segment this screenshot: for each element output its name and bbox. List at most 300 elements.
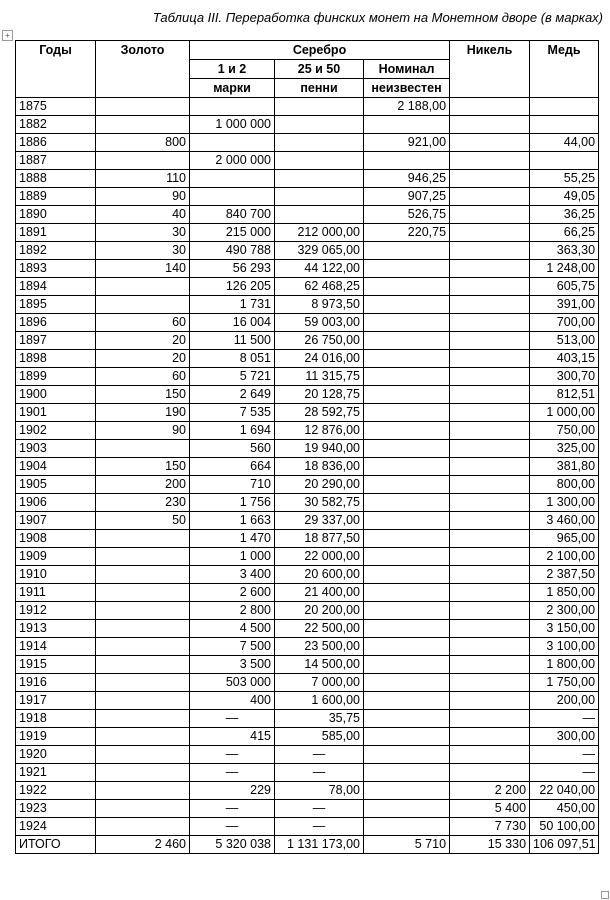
cell-nickel — [450, 710, 530, 728]
cell-year: 1922 — [16, 782, 96, 800]
cell-silver-25-50-penni: 30 582,75 — [275, 494, 364, 512]
cell-silver-25-50-penni: 24 016,00 — [275, 350, 364, 368]
cell-silver-25-50-penni: 20 290,00 — [275, 476, 364, 494]
cell-gold: 30 — [96, 224, 190, 242]
cell-nickel — [450, 404, 530, 422]
cell-silver-25-50-penni — [275, 116, 364, 134]
table-body — [16, 98, 599, 854]
cell-silver-1-2-marks: 16 004 — [190, 314, 275, 332]
table-row — [16, 800, 599, 818]
cell-silver-nominal-unknown — [364, 332, 450, 350]
table-row — [16, 242, 599, 260]
cell-silver-nominal-unknown — [364, 296, 450, 314]
table-row — [16, 260, 599, 278]
cell-copper: 106 097,51 — [530, 836, 599, 854]
cell-silver-1-2-marks: 1 000 — [190, 548, 275, 566]
cell-nickel — [450, 170, 530, 188]
cell-silver-25-50-penni: 20 600,00 — [275, 566, 364, 584]
table-row — [16, 404, 599, 422]
cell-nickel — [450, 332, 530, 350]
cell-nickel — [450, 548, 530, 566]
cell-silver-25-50-penni: 7 000,00 — [275, 674, 364, 692]
cell-copper: — — [530, 746, 599, 764]
cell-silver-1-2-marks: 11 500 — [190, 332, 275, 350]
cell-silver-1-2-marks: 2 000 000 — [190, 152, 275, 170]
cell-copper: 200,00 — [530, 692, 599, 710]
cell-nickel — [450, 242, 530, 260]
cell-nickel: 2 200 — [450, 782, 530, 800]
cell-nickel — [450, 674, 530, 692]
coin-processing-table — [15, 40, 599, 854]
cell-silver-nominal-unknown — [364, 404, 450, 422]
cell-copper: 325,00 — [530, 440, 599, 458]
cell-silver-25-50-penni: 18 836,00 — [275, 458, 364, 476]
cell-silver-25-50-penni — [275, 188, 364, 206]
cell-silver-1-2-marks: 560 — [190, 440, 275, 458]
cell-year: 1916 — [16, 674, 96, 692]
cell-gold: 110 — [96, 170, 190, 188]
cell-copper: 49,05 — [530, 188, 599, 206]
cell-gold: 140 — [96, 260, 190, 278]
cell-silver-nominal-unknown — [364, 728, 450, 746]
cell-copper: 1 800,00 — [530, 656, 599, 674]
cell-silver-nominal-unknown: 5 710 — [364, 836, 450, 854]
cell-silver-1-2-marks: — — [190, 710, 275, 728]
cell-silver-1-2-marks: 5 320 038 — [190, 836, 275, 854]
cell-copper: 381,80 — [530, 458, 599, 476]
header-silver-1-2-marks-line1: 1 и 2 — [190, 60, 275, 79]
header-year: Годы — [16, 41, 96, 98]
cell-copper — [530, 116, 599, 134]
cell-nickel — [450, 692, 530, 710]
cell-nickel — [450, 764, 530, 782]
cell-silver-1-2-marks: 1 756 — [190, 494, 275, 512]
cell-gold: 20 — [96, 332, 190, 350]
cell-gold: 2 460 — [96, 836, 190, 854]
header-silver-25-50-penni-line1: 25 и 50 — [275, 60, 364, 79]
cell-silver-nominal-unknown — [364, 440, 450, 458]
cell-nickel — [450, 134, 530, 152]
table-row — [16, 350, 599, 368]
cell-year: 1887 — [16, 152, 96, 170]
cell-copper: 965,00 — [530, 530, 599, 548]
cell-silver-25-50-penni: 585,00 — [275, 728, 364, 746]
cell-copper: 1 750,00 — [530, 674, 599, 692]
table-row — [16, 422, 599, 440]
total-row — [16, 836, 599, 854]
cell-year: 1892 — [16, 242, 96, 260]
table-row — [16, 278, 599, 296]
cell-silver-25-50-penni: 22 000,00 — [275, 548, 364, 566]
cell-nickel — [450, 278, 530, 296]
cell-nickel — [450, 152, 530, 170]
table-row — [16, 206, 599, 224]
cell-nickel — [450, 314, 530, 332]
cell-silver-1-2-marks: 126 205 — [190, 278, 275, 296]
table-row — [16, 710, 599, 728]
cell-silver-1-2-marks: 3 400 — [190, 566, 275, 584]
cell-silver-nominal-unknown — [364, 314, 450, 332]
cell-year: 1900 — [16, 386, 96, 404]
cell-nickel — [450, 602, 530, 620]
cell-copper: 700,00 — [530, 314, 599, 332]
cell-gold — [96, 818, 190, 836]
cell-silver-1-2-marks: 415 — [190, 728, 275, 746]
cell-year: 1882 — [16, 116, 96, 134]
cell-year: 1897 — [16, 332, 96, 350]
cell-year: 1905 — [16, 476, 96, 494]
cell-year: 1890 — [16, 206, 96, 224]
header-nickel: Никель — [450, 41, 530, 98]
cell-year: 1918 — [16, 710, 96, 728]
cell-gold — [96, 728, 190, 746]
cell-year: ИТОГО — [16, 836, 96, 854]
table-row — [16, 728, 599, 746]
header-silver-nominal-unknown-line2: неизвестен — [364, 79, 450, 98]
cell-year: 1902 — [16, 422, 96, 440]
table-row — [16, 548, 599, 566]
cell-gold — [96, 638, 190, 656]
cell-silver-1-2-marks: 7 535 — [190, 404, 275, 422]
cell-silver-nominal-unknown — [364, 494, 450, 512]
cell-silver-nominal-unknown — [364, 638, 450, 656]
cell-silver-1-2-marks: 664 — [190, 458, 275, 476]
cell-silver-1-2-marks — [190, 170, 275, 188]
table-row — [16, 134, 599, 152]
cell-silver-1-2-marks: 3 500 — [190, 656, 275, 674]
header-gold: Золото — [96, 41, 190, 98]
cell-gold — [96, 692, 190, 710]
cell-silver-nominal-unknown: 946,25 — [364, 170, 450, 188]
table-row — [16, 314, 599, 332]
cell-silver-nominal-unknown — [364, 350, 450, 368]
cell-gold — [96, 530, 190, 548]
cell-gold: 60 — [96, 314, 190, 332]
cell-silver-25-50-penni: 23 500,00 — [275, 638, 364, 656]
table-row — [16, 116, 599, 134]
cell-silver-nominal-unknown — [364, 476, 450, 494]
cell-nickel — [450, 224, 530, 242]
cell-silver-nominal-unknown — [364, 152, 450, 170]
cell-copper: 513,00 — [530, 332, 599, 350]
cell-silver-25-50-penni: 44 122,00 — [275, 260, 364, 278]
cell-silver-25-50-penni — [275, 206, 364, 224]
cell-year: 1888 — [16, 170, 96, 188]
table-row — [16, 476, 599, 494]
cell-nickel — [450, 656, 530, 674]
header-silver-1-2-marks-line2: марки — [190, 79, 275, 98]
cell-silver-nominal-unknown — [364, 422, 450, 440]
cell-copper: 300,00 — [530, 728, 599, 746]
cell-silver-nominal-unknown — [364, 242, 450, 260]
cell-silver-1-2-marks: 1 731 — [190, 296, 275, 314]
cell-gold — [96, 746, 190, 764]
cell-year: 1899 — [16, 368, 96, 386]
cell-copper: 750,00 — [530, 422, 599, 440]
cell-nickel — [450, 206, 530, 224]
cell-year: 1917 — [16, 692, 96, 710]
cell-copper: 66,25 — [530, 224, 599, 242]
cell-silver-nominal-unknown — [364, 512, 450, 530]
cell-silver-25-50-penni: 62 468,25 — [275, 278, 364, 296]
cell-copper: 450,00 — [530, 800, 599, 818]
cell-silver-25-50-penni: 28 592,75 — [275, 404, 364, 422]
table-row — [16, 530, 599, 548]
cell-nickel — [450, 422, 530, 440]
cell-silver-1-2-marks: 2 649 — [190, 386, 275, 404]
cell-silver-nominal-unknown — [364, 710, 450, 728]
cell-year: 1886 — [16, 134, 96, 152]
cell-silver-1-2-marks: 1 663 — [190, 512, 275, 530]
cell-nickel — [450, 116, 530, 134]
cell-nickel — [450, 746, 530, 764]
cell-year: 1895 — [16, 296, 96, 314]
cell-silver-25-50-penni: 11 315,75 — [275, 368, 364, 386]
cell-gold: 90 — [96, 422, 190, 440]
cell-silver-25-50-penni: — — [275, 746, 364, 764]
cell-gold: 20 — [96, 350, 190, 368]
cell-silver-nominal-unknown — [364, 800, 450, 818]
cell-copper: — — [530, 764, 599, 782]
cell-silver-nominal-unknown: 2 188,00 — [364, 98, 450, 116]
cell-year: 1919 — [16, 728, 96, 746]
cell-copper: 300,70 — [530, 368, 599, 386]
cell-silver-25-50-penni: 20 128,75 — [275, 386, 364, 404]
cell-copper — [530, 152, 599, 170]
cell-year: 1907 — [16, 512, 96, 530]
cell-nickel — [450, 296, 530, 314]
cell-silver-nominal-unknown — [364, 278, 450, 296]
cell-silver-1-2-marks: 2 600 — [190, 584, 275, 602]
cell-gold: 230 — [96, 494, 190, 512]
table-row — [16, 746, 599, 764]
cell-silver-1-2-marks — [190, 98, 275, 116]
cell-silver-25-50-penni: 20 200,00 — [275, 602, 364, 620]
cell-silver-nominal-unknown: 220,75 — [364, 224, 450, 242]
cell-silver-nominal-unknown — [364, 530, 450, 548]
cell-gold — [96, 278, 190, 296]
cell-nickel — [450, 512, 530, 530]
cell-silver-25-50-penni — [275, 152, 364, 170]
table-row — [16, 656, 599, 674]
cell-gold — [96, 584, 190, 602]
cell-copper: 3 150,00 — [530, 620, 599, 638]
cell-silver-25-50-penni: 212 000,00 — [275, 224, 364, 242]
cell-gold — [96, 602, 190, 620]
table-row — [16, 458, 599, 476]
cell-silver-25-50-penni: 21 400,00 — [275, 584, 364, 602]
cell-gold — [96, 656, 190, 674]
cell-silver-25-50-penni: 8 973,50 — [275, 296, 364, 314]
cell-copper: 2 100,00 — [530, 548, 599, 566]
cell-silver-25-50-penni: 35,75 — [275, 710, 364, 728]
cell-copper: 3 460,00 — [530, 512, 599, 530]
cell-gold: 150 — [96, 386, 190, 404]
cell-silver-25-50-penni: 78,00 — [275, 782, 364, 800]
cell-year: 1915 — [16, 656, 96, 674]
cell-year: 1893 — [16, 260, 96, 278]
table-caption: Таблица III. Переработка финских монет на Монетном дворе (в марках) — [152, 10, 603, 25]
cell-silver-1-2-marks: 1 694 — [190, 422, 275, 440]
cell-silver-25-50-penni — [275, 134, 364, 152]
cell-year: 1908 — [16, 530, 96, 548]
cell-silver-25-50-penni: 329 065,00 — [275, 242, 364, 260]
cell-silver-1-2-marks: 503 000 — [190, 674, 275, 692]
cell-copper — [530, 98, 599, 116]
cell-copper: 44,00 — [530, 134, 599, 152]
cell-silver-1-2-marks: 56 293 — [190, 260, 275, 278]
table-resize-handle-icon[interactable] — [601, 891, 609, 899]
header-silver-nominal-unknown-line1: Номинал — [364, 60, 450, 79]
cell-silver-1-2-marks: 710 — [190, 476, 275, 494]
table-row — [16, 782, 599, 800]
table-row — [16, 386, 599, 404]
cell-gold — [96, 782, 190, 800]
cell-gold: 150 — [96, 458, 190, 476]
cell-copper: 36,25 — [530, 206, 599, 224]
table-row — [16, 224, 599, 242]
cell-silver-nominal-unknown — [364, 818, 450, 836]
cell-year: 1921 — [16, 764, 96, 782]
cell-nickel — [450, 440, 530, 458]
header-copper: Медь — [530, 41, 599, 98]
cell-year: 1913 — [16, 620, 96, 638]
cell-year: 1920 — [16, 746, 96, 764]
cell-gold: 800 — [96, 134, 190, 152]
cell-silver-1-2-marks — [190, 188, 275, 206]
table-row — [16, 602, 599, 620]
cell-year: 1911 — [16, 584, 96, 602]
cell-silver-1-2-marks: 4 500 — [190, 620, 275, 638]
cell-silver-nominal-unknown — [364, 620, 450, 638]
cell-silver-1-2-marks: — — [190, 746, 275, 764]
table-row — [16, 368, 599, 386]
table-row — [16, 332, 599, 350]
cell-copper: 1 000,00 — [530, 404, 599, 422]
cell-nickel — [450, 494, 530, 512]
cell-gold: 190 — [96, 404, 190, 422]
cell-nickel: 15 330 — [450, 836, 530, 854]
cell-silver-nominal-unknown — [364, 116, 450, 134]
table-row — [16, 674, 599, 692]
cell-nickel — [450, 620, 530, 638]
cell-silver-1-2-marks: 2 800 — [190, 602, 275, 620]
cell-silver-25-50-penni: 22 500,00 — [275, 620, 364, 638]
cell-silver-nominal-unknown — [364, 368, 450, 386]
cell-silver-nominal-unknown — [364, 386, 450, 404]
table-row — [16, 170, 599, 188]
cell-year: 1906 — [16, 494, 96, 512]
cell-year: 1912 — [16, 602, 96, 620]
cell-year: 1898 — [16, 350, 96, 368]
cell-year: 1875 — [16, 98, 96, 116]
cell-copper: 1 248,00 — [530, 260, 599, 278]
cell-gold — [96, 98, 190, 116]
cell-gold — [96, 548, 190, 566]
cell-year: 1894 — [16, 278, 96, 296]
cell-silver-1-2-marks: 1 470 — [190, 530, 275, 548]
header-silver-25-50-penni-line2: пенни — [275, 79, 364, 98]
cell-gold: 90 — [96, 188, 190, 206]
cell-year: 1904 — [16, 458, 96, 476]
cell-nickel — [450, 566, 530, 584]
cell-gold: 50 — [96, 512, 190, 530]
cell-year: 1896 — [16, 314, 96, 332]
cell-gold — [96, 620, 190, 638]
cell-nickel — [450, 476, 530, 494]
cell-gold — [96, 152, 190, 170]
cell-nickel — [450, 386, 530, 404]
cell-silver-nominal-unknown: 907,25 — [364, 188, 450, 206]
cell-nickel — [450, 458, 530, 476]
cell-nickel: 7 730 — [450, 818, 530, 836]
cell-gold — [96, 296, 190, 314]
cell-silver-25-50-penni: 29 337,00 — [275, 512, 364, 530]
cell-nickel — [450, 728, 530, 746]
table-row — [16, 764, 599, 782]
cell-nickel — [450, 638, 530, 656]
cell-silver-1-2-marks: 1 000 000 — [190, 116, 275, 134]
cell-copper: 403,15 — [530, 350, 599, 368]
cell-year: 1924 — [16, 818, 96, 836]
cell-silver-1-2-marks: 840 700 — [190, 206, 275, 224]
cell-silver-1-2-marks: 8 051 — [190, 350, 275, 368]
cell-gold: 60 — [96, 368, 190, 386]
cell-silver-1-2-marks: 7 500 — [190, 638, 275, 656]
table-row — [16, 584, 599, 602]
cell-silver-nominal-unknown — [364, 656, 450, 674]
table-row — [16, 98, 599, 116]
cell-gold — [96, 800, 190, 818]
cell-silver-25-50-penni: 26 750,00 — [275, 332, 364, 350]
cell-gold — [96, 674, 190, 692]
cell-nickel: 5 400 — [450, 800, 530, 818]
cell-year: 1889 — [16, 188, 96, 206]
cell-copper: 3 100,00 — [530, 638, 599, 656]
cell-silver-25-50-penni: 19 940,00 — [275, 440, 364, 458]
table-row — [16, 638, 599, 656]
cell-year: 1891 — [16, 224, 96, 242]
cell-gold: 200 — [96, 476, 190, 494]
cell-copper: 1 850,00 — [530, 584, 599, 602]
cell-silver-nominal-unknown — [364, 692, 450, 710]
cell-year: 1901 — [16, 404, 96, 422]
cell-copper: 812,51 — [530, 386, 599, 404]
cell-silver-nominal-unknown — [364, 458, 450, 476]
cell-nickel — [450, 368, 530, 386]
cell-nickel — [450, 98, 530, 116]
cell-silver-nominal-unknown — [364, 764, 450, 782]
cell-silver-25-50-penni: 1 131 173,00 — [275, 836, 364, 854]
cell-nickel — [450, 260, 530, 278]
table-move-handle-icon[interactable]: + — [2, 30, 13, 41]
cell-silver-25-50-penni: 18 877,50 — [275, 530, 364, 548]
cell-silver-25-50-penni — [275, 98, 364, 116]
cell-silver-25-50-penni: 14 500,00 — [275, 656, 364, 674]
cell-gold — [96, 440, 190, 458]
cell-gold — [96, 566, 190, 584]
cell-silver-nominal-unknown — [364, 260, 450, 278]
cell-copper: 2 300,00 — [530, 602, 599, 620]
cell-silver-1-2-marks: 490 788 — [190, 242, 275, 260]
table-row — [16, 512, 599, 530]
cell-silver-25-50-penni: 59 003,00 — [275, 314, 364, 332]
cell-copper: 1 300,00 — [530, 494, 599, 512]
header-silver: Серебро — [190, 41, 450, 60]
cell-silver-nominal-unknown — [364, 746, 450, 764]
cell-gold — [96, 764, 190, 782]
cell-year: 1903 — [16, 440, 96, 458]
